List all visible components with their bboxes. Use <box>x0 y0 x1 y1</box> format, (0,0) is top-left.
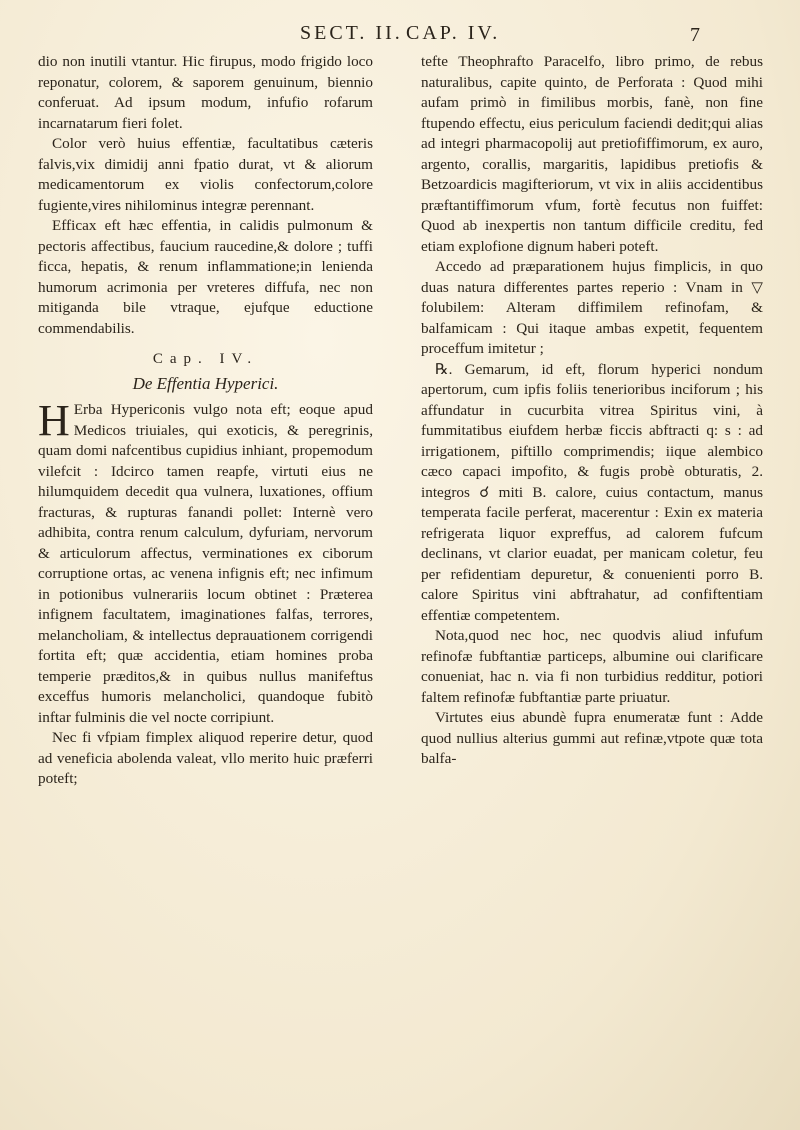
running-head-chapter: CAP. IV. <box>406 22 501 44</box>
running-head-section: SECT. II. <box>300 22 403 44</box>
paragraph: Accedo ad præparationem hujus fimplicis, in quo duas natura differentes partes reperio : Vnam in ▽ folubilem: Alteram diffimilem refinofam, & balfamicam : Qui itaque ambas expetit, fequentem proceffum imitetur ; <box>421 258 763 357</box>
paragraph: Nec fi vfpiam fimplex aliquod reperire detur, quod ad veneficia abolenda valeat, vllo merito huic præferri poteft; <box>38 729 373 787</box>
paragraph: Nota,quod nec hoc, nec quodvis aliud infufum refinofæ fubftantiæ particeps, albumine oui clarificare conueniat, hac n. via fi non turbidius redditur, potiori faltem refinofæ fubftantiæ parte priuatur. <box>421 627 763 706</box>
page-header <box>0 22 800 52</box>
drop-cap: H <box>38 396 70 445</box>
recipe-paragraph: ℞. Gemarum, id eft, florum hyperici nondum apertorum, cum ipfis foliis tenerioribus inciforum ; his affundatur in cucurbita vitrea Spiritus vini, à fummitatibus eiufdem herbæ ficcis abftracti q: s : ad irrigationem, piftillo comprimendis; iique alembico cæco capaci impofito, & fugis probè obturatis, 2. integros ☌ miti B. calore, cuius contactum, manus temperata facile perferat, macerentur : Exin ex materia refrigerata liquor expreffus, ad calorem fufcum declinans, vt clarior euadat, per manicam coletur, feu per refidentiam depuretur, & conuenienti porro B. calore Spiritus vini abftrahatur, ad confiftentiam effentiæ competentem. <box>421 360 763 624</box>
chapter-heading: Cap. IV. <box>152 351 259 367</box>
paragraph: dio non inutili vtantur. Hic firupus, modo frigido loco reponatur, colorem, & saporem genuinum, biennio conferuat. Ad ipsum modum, infufio rofarum incarnatarum fieri folet. <box>38 53 373 132</box>
paragraph: Virtutes eius abundè fupra enumeratæ funt : Adde quod nullius alterius gummi aut refinæ,vtpote quæ tota balfa- <box>421 709 763 767</box>
paragraph-text: Erba Hypericonis vulgo nota eft; eoque apud Medicos triuiales, qui exoticis, & peregrinis, quam domi nafcentibus cupidius inhiant, propemodum vilefcit : Idcirco tamen reapfe, virtuti eius ne hilumquidem decedit qua vulnera, luxationes, offium fracturas, & rupturas fanandi pollet: Internè vero adhibita, contra renum calculum, dyfuriam, nervorum & articulorum affectus, verminationes ex ciborum corruptione ortas, ac venena infignis eft; nec infimum in potionibus vulnerariis locum obtinet : Præterea infignem facultatem, imaginationes falfas, terrores, melancholiam, & intellectus deprauationem corrigendi fortita eft; quæ accidentia, etiam homines proba temperie præditos,& in quibus nullus manifeftus exceffus humoris melancholici, quandoque fubitò inftar fulminis die vel nocte corripiunt. <box>38 401 373 726</box>
left-column <box>38 52 373 790</box>
paragraph-with-dropcap <box>38 396 373 728</box>
paragraph: Color verò huius effentiæ, facultatibus cæteris falvis,vix dimidij anni fpatio durat, vt & aliorum medicamentorum ex violis confectorum,colore fugiente,vires nihilominus integræ perennant. <box>38 135 373 214</box>
page-number: 7 <box>690 24 700 46</box>
paragraph: tefte Theophrafto Paracelfo, libro primo, de rebus naturalibus, capite quinto, de Perforata : Quod mihi aufam primò in fimilibus morbis, fanè, non fine ftupendo effectu, eius periculum faciendi dedit;qui alias ad integri pharmacopolij aut pretiofiffimorum, ex auro, argento, corallis, margaritis, lapidibus pretiofis & Betzoardicis magifteriorum, vt vix in aliis accidentibus præftantiffimorum vfum, fortè fecutus non fuiffet: Quod ab inexpertis non tantum difficile creditu, fed etiam explofione dignum haberi poteft. <box>421 53 763 255</box>
chapter-title: De Effentia Hyperici. <box>132 373 279 393</box>
paragraph: Efficax eft hæc effentia, in calidis pulmonum & pectoris affectibus, faucium raucedine,& dolore ; tuffi ficca, hepatis, & renum inflammatione;in lenienda humorum acrimonia per vreteres diffufa, nec non mitiganda bile vtraque, ejufque eductione commendabilis. <box>38 217 373 337</box>
right-column <box>421 52 763 770</box>
